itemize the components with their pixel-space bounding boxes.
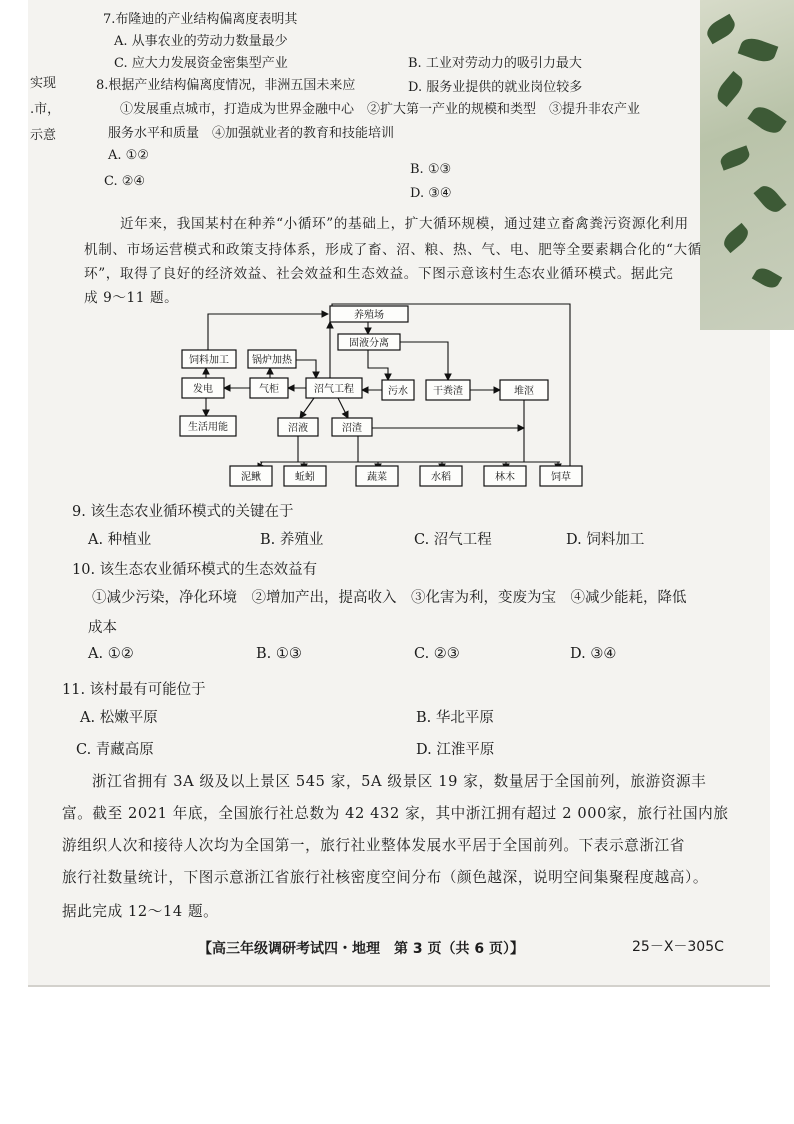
paper-code: 25－X－305C <box>632 939 724 955</box>
page-footer-title: 【高三年级调研考试四・地理 第 3 页（共 6 页）】 <box>198 941 524 957</box>
passage1-line: 成 9～11 题。 <box>84 290 179 306</box>
q8-choices-line2: 服务水平和质量 ④加强就业者的教育和技能培训 <box>108 126 395 141</box>
node-rice: 水稻 <box>431 472 451 483</box>
q8-option-b: B. ①③ <box>410 162 452 177</box>
node-dry-manure: 干粪渣 <box>433 386 463 397</box>
margin-fragment: .市， <box>30 102 61 117</box>
q10-choices-line1: ①减少污染，净化环境 ②增加产出，提高收入 ③化害为利，变废为宝 ④减少能耗，降低 <box>92 590 687 606</box>
q7-option-b: B. 工业对劳动力的吸引力最大 <box>408 56 582 71</box>
q11-stem: 11. 该村最有可能位于 <box>62 682 206 698</box>
margin-fragment: 示意 <box>30 128 57 143</box>
node-gas-cabinet: 气柜 <box>259 384 279 395</box>
passage2-line: 富。截至 2021 年底，全国旅行社总数为 42 432 家，其中浙江拥有超过 2 000家，旅行社国内旅 <box>62 805 729 822</box>
node-biogas-residue: 沼渣 <box>342 423 362 434</box>
passage2-line: 据此完成 12～14 题。 <box>62 903 219 920</box>
passage1-line: 环”，取得了良好的经济效益、社会效益和生态效益。下图示意该村生态农业循环模式。据此完 <box>84 266 674 282</box>
q7-option-a: A. 从事农业的劳动力数量最少 <box>114 34 288 49</box>
q11-option-d: D. 江淮平原 <box>416 742 495 758</box>
passage1-line: 近年来，我国某村在种养“小循环”的基础上，扩大循环规模，通过建立畜禽粪污资源化利用 <box>120 216 689 232</box>
q10-option-c: C. ②③ <box>414 646 460 662</box>
q7-option-d: D. 服务业提供的就业岗位较多 <box>408 80 583 95</box>
paper-bottom-edge <box>28 985 770 987</box>
q10-stem: 10. 该生态农业循环模式的生态效益有 <box>72 562 318 578</box>
node-biogas-liquid: 沼液 <box>288 423 308 434</box>
eco-farm-cycle-diagram <box>0 0 794 500</box>
passage2-line: 浙江省拥有 3A 级及以上景区 545 家，5A 级景区 19 家，数量居于全国前列，旅游资源丰 <box>92 773 707 790</box>
q9-option-b: B. 养殖业 <box>260 532 324 548</box>
node-forage: 饲草 <box>551 472 571 483</box>
node-feed-processing: 饲料加工 <box>189 355 229 366</box>
node-boiler: 锅炉加热 <box>252 355 292 366</box>
node-farm: 养殖场 <box>354 310 384 321</box>
node-forest: 林木 <box>495 472 515 483</box>
q9-stem: 9. 该生态农业循环模式的关键在于 <box>72 504 294 520</box>
node-power: 发电 <box>193 384 213 395</box>
q8-option-c: C. ②④ <box>104 174 146 189</box>
node-loach: 泥鳅 <box>241 472 261 483</box>
node-compost: 堆沤 <box>514 386 534 397</box>
q8-choices-line1: ①发展重点城市，打造成为世界金融中心 ②扩大第一产业的规模和类型 ③提升非农产业 <box>120 102 641 117</box>
q9-option-d: D. 饲料加工 <box>566 532 645 548</box>
node-sewage: 污水 <box>388 386 408 397</box>
margin-fragment: 实现 <box>30 76 57 91</box>
q9-option-c: C. 沼气工程 <box>414 532 492 548</box>
q9-option-a: A. 种植业 <box>88 532 152 548</box>
q10-choices-line2: 成本 <box>88 620 117 636</box>
node-vegetables: 蔬菜 <box>367 472 387 483</box>
passage2-line: 旅行社数量统计，下图示意浙江省旅行社核密度空间分布（颜色越深，说明空间集聚程度越高）。 <box>62 869 709 886</box>
q10-option-a: A. ①② <box>88 646 134 662</box>
q8-option-a: A. ①② <box>108 148 149 163</box>
q10-option-d: D. ③④ <box>570 646 617 662</box>
q7-option-c: C. 应大力发展资金密集型产业 <box>114 56 288 71</box>
q8-option-d: D. ③④ <box>410 186 452 201</box>
node-biogas-project: 沼气工程 <box>314 384 354 395</box>
node-earthworm: 蚯蚓 <box>295 472 315 483</box>
q11-option-b: B. 华北平原 <box>416 710 494 726</box>
q10-option-b: B. ①③ <box>256 646 302 662</box>
q8-stem: 8.根据产业结构偏离度情况，非洲五国未来应 <box>96 78 356 93</box>
q11-option-c: C. 青藏高原 <box>76 742 154 758</box>
passage2-line: 游组织人次和接待人次均为全国第一，旅行社业整体发展水平居于全国前列。下表示意浙江省 <box>62 837 685 854</box>
q7-stem: 7.布隆迪的产业结构偏离度表明其 <box>103 12 298 27</box>
node-domestic-energy: 生活用能 <box>188 422 228 433</box>
passage1-line: 机制、市场运营模式和政策支持体系，形成了畜、沼、粮、热、气、电、肥等全要素耦合化的“大循 <box>84 242 702 258</box>
node-separation: 固液分离 <box>349 338 389 349</box>
q11-option-a: A. 松嫩平原 <box>80 710 158 726</box>
